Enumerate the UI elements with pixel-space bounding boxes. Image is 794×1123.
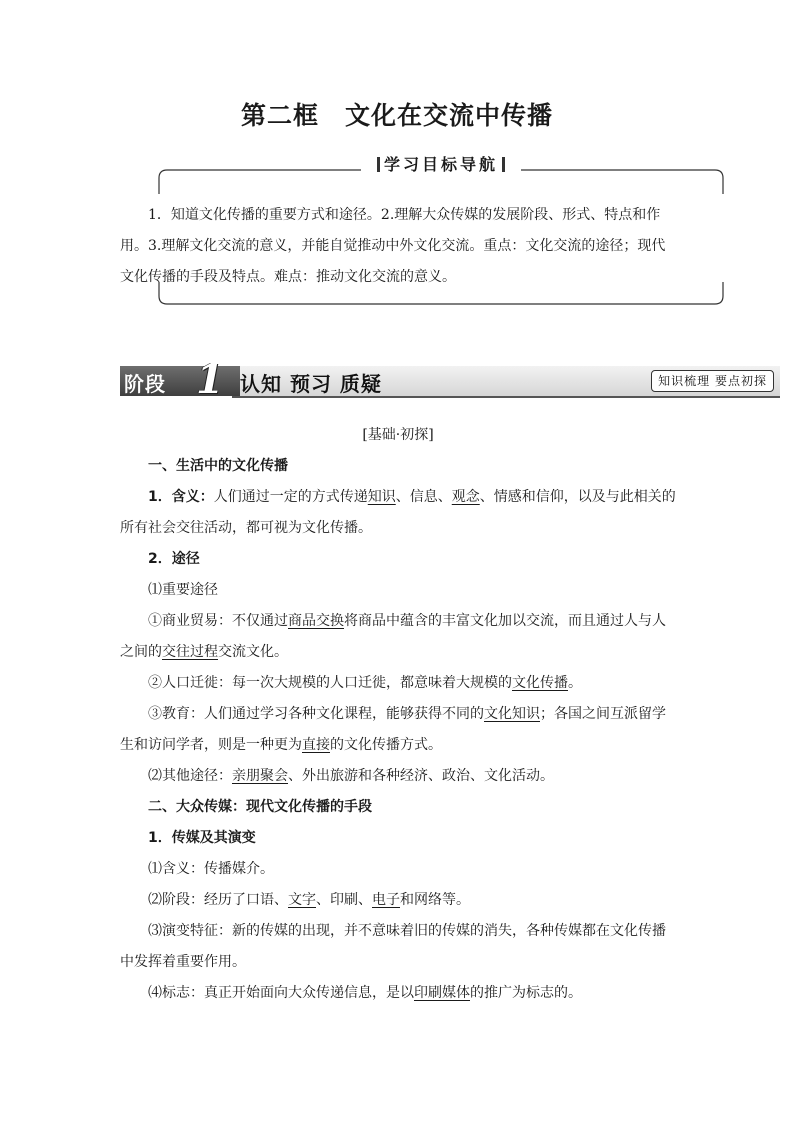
para-media-meaning: ⑴含义：传播媒介。	[148, 861, 274, 877]
heading-2: 二、大众传媒：现代文化传播的手段	[148, 799, 372, 815]
objectives-header	[361, 153, 521, 177]
page-title-part1: 第二框	[240, 101, 319, 130]
header-bar-left	[377, 157, 380, 172]
para-media-evolution: ⑶演变特征：新的传媒的出现，并不意味着旧的传媒的消失，各种传媒都在文化传播中发挥着重要作用。	[120, 923, 666, 970]
para-trade: ①商业贸易：不仅通过商品交换将商品中蕴含的丰富文化加以交流，而且通过人与人之间的交往过程交流文化。	[120, 613, 666, 660]
stage-tag: 知识梳理 要点初探	[651, 370, 774, 392]
main-content	[120, 420, 676, 1009]
para-migration: ②人口迁徙：每一次大规模的人口迁徙，都意味着大规模的文化传播。	[148, 675, 582, 691]
page-title-part2: 文化在交流中传播	[345, 101, 554, 130]
stage-number: 1	[196, 356, 224, 403]
heading-media: 1．传媒及其演变	[148, 830, 256, 846]
stage-banner	[120, 356, 780, 403]
stage-label-box	[120, 356, 240, 403]
header-bar-right	[502, 157, 505, 172]
stage-title: 认知 预习 质疑	[240, 372, 382, 396]
para-important-routes: ⑴重要途径	[148, 582, 218, 598]
heading-routes: 2．途径	[148, 551, 200, 567]
section-tag: [基础·初探]	[362, 427, 434, 443]
page-title	[0, 96, 794, 132]
para-definition: 1．含义：人们通过一定的方式传递知识、信息、观念、情感和信仰，以及与此相关的所有社会交往活动，都可视为文化传播。	[120, 489, 676, 536]
para-media-mark: ⑷标志：真正开始面向大众传递信息，是以印刷媒体的推广为标志的。	[148, 985, 582, 1001]
objectives-header-text: 学习目标导航	[383, 155, 498, 174]
heading-1: 一、生活中的文化传播	[148, 458, 288, 474]
stage-label: 阶段	[124, 372, 166, 396]
objectives-text: 1．知道文化传播的重要方式和途径。2.理解大众传媒的发展阶段、形式、特点和作用。3.理解文化交流的意义，并能自觉推动中外文化交流。重点：文化交流的途径；现代文化传播的手段及特点。难点：推动文化交流的意义。	[120, 207, 666, 285]
para-education: ③教育：人们通过学习各种文化课程，能够获得不同的文化知识；各国之间互派留学生和访问学者，则是一种更为直接的文化传播方式。	[120, 706, 666, 753]
para-media-stages: ⑵阶段：经历了口语、文字、印刷、电子和网络等。	[148, 892, 470, 908]
para-other-routes: ⑵其他途径：亲朋聚会、外出旅游和各种经济、政治、文化活动。	[148, 768, 554, 784]
stage-strip	[232, 366, 780, 398]
